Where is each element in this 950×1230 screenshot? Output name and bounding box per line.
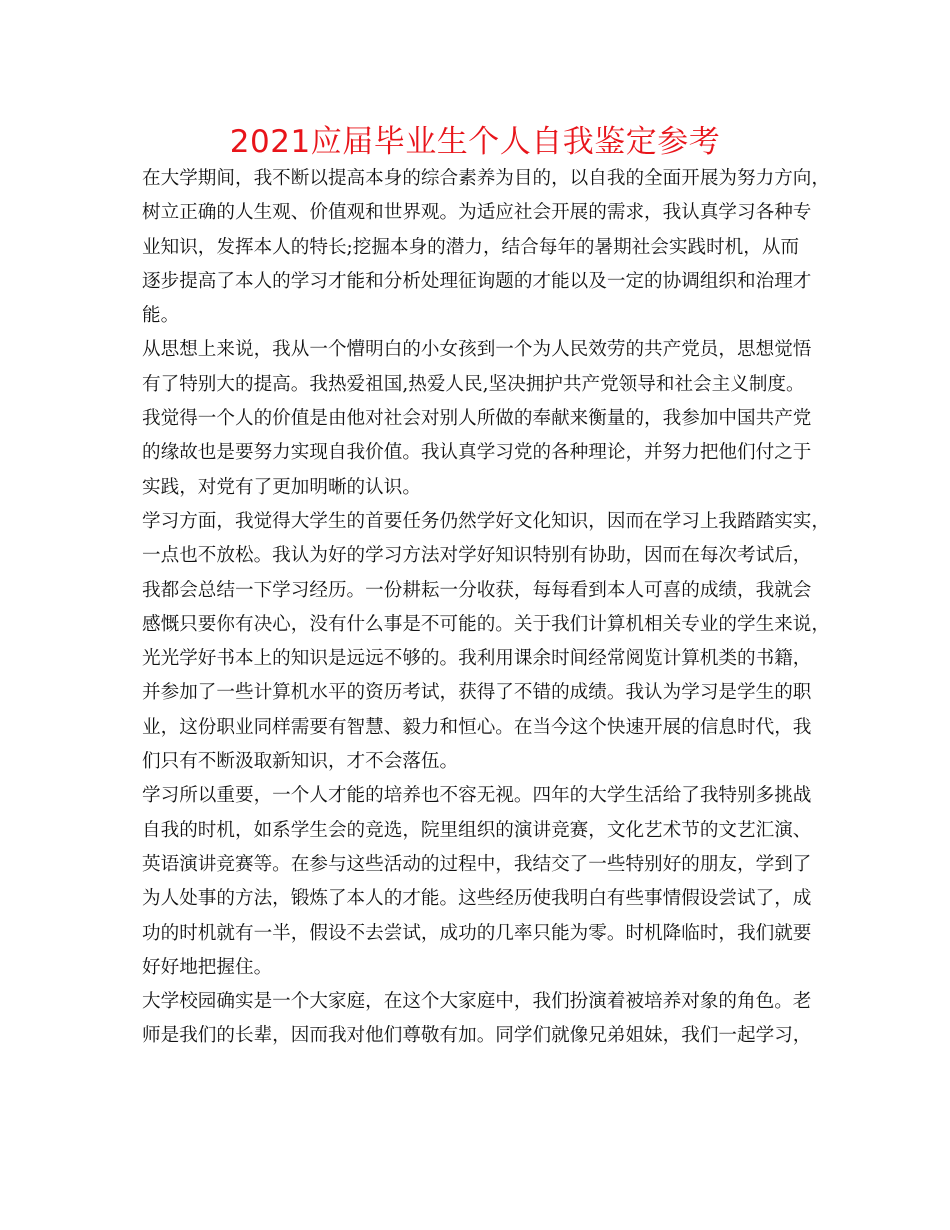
text-line: 们只有不断汲取新知识，才不会落伍。: [142, 751, 459, 773]
text-line: 为人处事的方法，锻炼了本人的才能。这些经历使我明白有些事情假设尝试了，成: [142, 888, 812, 910]
paragraph: [142, 162, 830, 333]
text-line: 感慨只要你有决心，没有什么事是不可能的。关于我们计算机相关专业的学生来说，: [142, 613, 830, 635]
text-line: 我觉得一个人的价值是由他对社会对别人所做的奉献来衡量的，我参加中国共产党: [142, 408, 812, 430]
text-line: 功的时机就有一半，假设不去尝试，成功的几率只能为零。时机降临时，我们就要: [142, 922, 812, 944]
text-line: 树立正确的人生观、价值观和世界观。为适应社会开展的需求，我认真学习各种专: [142, 202, 812, 224]
text-line: 的缘故也是要努力实现自我价值。我认真学习党的各种理论，并努力把他们付之于: [142, 442, 812, 464]
text-line: 从思想上来说，我从一个懵明白的小女孩到一个为人民效劳的共产党员，思想觉悟: [142, 339, 812, 361]
document-body: [142, 162, 830, 1054]
text-line: 在大学期间，我不断以提高本身的综合素养为目的，以自我的全面开展为努力方向，: [142, 168, 830, 189]
text-line: 学习方面，我觉得大学生的首要任务仍然学好文化知识，因而在学习上我踏踏实实，: [142, 510, 830, 532]
text-line: 能。: [142, 305, 180, 327]
text-line: 大学校园确实是一个大家庭，在这个大家庭中，我们扮演着被培养对象的角色。老: [142, 991, 812, 1013]
paragraph: [142, 505, 830, 779]
text-line: 好好地把握住。: [142, 956, 273, 978]
text-line: 我都会总结一下学习经历。一份耕耘一分收获，每每看到本人可喜的成绩，我就会: [142, 579, 812, 601]
text-line: 有了特别大的提高。我热爱祖国,热爱人民,坚决拥护共产党领导和社会主义制度。: [142, 373, 805, 395]
paragraph: [142, 985, 812, 1054]
text-line: 业，这份职业同样需要有智慧、毅力和恒心。在当今这个快速开展的信息时代，我: [142, 716, 812, 738]
text-line: 师是我们的长辈，因而我对他们尊敬有加。同学们就像兄弟姐妹，我们一起学习，: [142, 1025, 812, 1047]
text-line: 逐步提高了本人的学习才能和分析处理征询题的才能以及一定的协调组织和治理才: [142, 270, 812, 292]
document-title: 2021应届毕业生个人自我鉴定参考: [229, 124, 721, 160]
text-line: 一点也不放松。我认为好的学习方法对学好知识特别有协助，因而在每次考试后，: [142, 545, 812, 567]
paragraph: [142, 779, 812, 985]
text-line: 英语演讲竞赛等。在参与这些活动的过程中，我结交了一些特别好的朋友，学到了: [142, 853, 812, 875]
text-line: 学习所以重要，一个人才能的培养也不容无视。四年的大学生活给了我特别多挑战: [142, 785, 812, 807]
text-line: 光光学好书本上的知识是远远不够的。我利用课余时间经常阅览计算机类的书籍，: [142, 648, 812, 670]
text-line: 实践，对党有了更加明晰的认识。: [142, 476, 421, 498]
text-line: 业知识，发挥本人的特长;挖掘本身的潜力，结合每年的暑期社会实践时机，从而: [142, 236, 800, 258]
text-line: 并参加了一些计算机水平的资历考试，获得了不错的成绩。我认为学习是学生的职: [142, 682, 812, 704]
paragraph: [142, 333, 812, 504]
text-line: 自我的时机，如系学生会的竞选，院里组织的演讲竞赛，文化艺术节的文艺汇演、: [142, 819, 812, 841]
